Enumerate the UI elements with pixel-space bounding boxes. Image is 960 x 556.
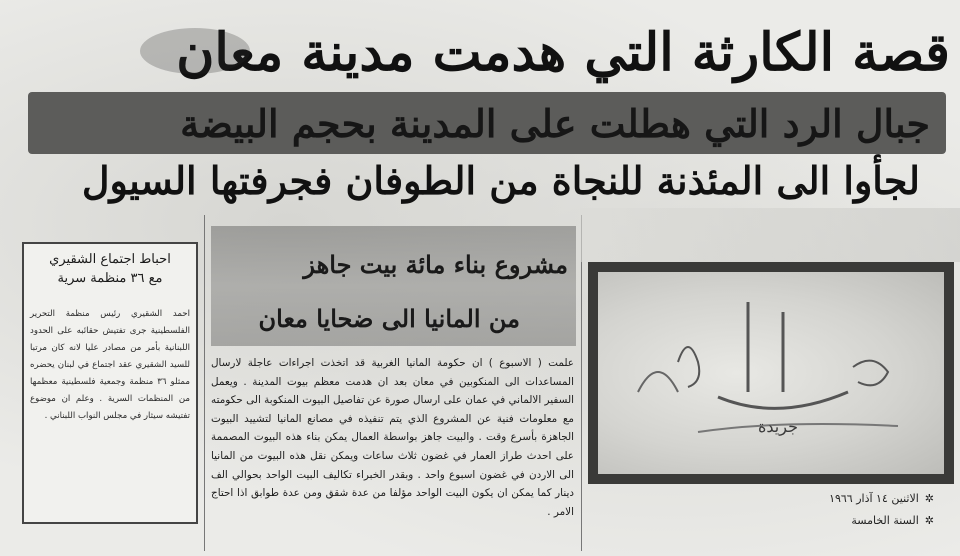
star-icon: ✲	[924, 514, 934, 527]
sidebar-title: احباط اجتماع الشقيري	[49, 252, 171, 267]
caption-year: السنة الخامسة	[851, 514, 919, 527]
calligraphy-graphic	[598, 272, 944, 474]
photo-image	[598, 272, 944, 474]
headline-main: قصة الكارثة التي هدمت مدينة معان	[176, 22, 950, 83]
ink-smudge	[140, 28, 250, 74]
stroke-f	[638, 372, 678, 392]
caption-date: الاثنين ١٤ آذار ١٩٦٦	[829, 492, 919, 505]
center-article	[205, 212, 580, 552]
article-body: علمت ( الاسبوع ) ان حكومة المانيا الغربية قد اتخذت اجراءات عاجلة لارسال المساعدات الى المنكوبين في معان بعد ان هدمت معظم بيوت المدينة . ويعمل السفير الالماني في عمان على ارسال صورة عن تفاصيل البيوت المنكوبة الى حكومته مع معلومات فنية عن المشروع الذي يتم تنفيذه في مصانع المانيا لتشييد البيوت الجاهزة بأسرع وقت . والبيت جاهز بواسطة العمال يمكن بناء هذه البيوت المصممة على احدث طراز العمار في غضون ثلاث ساعات ويمكن نقل هذه البيوت من المانيا الى الاردن في غضون اسبوع واحد . وبقدر الخبراء تكاليف البيت الواحد بحوالي الف دينار كما يمكن ان يكون البيت الواحد مؤلفا من عدة شقق ومن عدة طوابق اذا احتاج الامر .	[211, 357, 574, 518]
sidebar-article	[22, 242, 198, 524]
stroke-e	[853, 361, 888, 386]
star-icon: ✲	[924, 492, 934, 505]
column-rule-right	[581, 215, 582, 551]
stroke-g	[698, 424, 898, 432]
article-title-2: من المانيا الى ضحايا معان	[258, 304, 520, 333]
date-caption	[594, 488, 934, 532]
headline-sub-2: لجأوا الى المئذنة للنجاة من الطوفان فجرفتها السيول	[81, 158, 920, 203]
stroke-a	[678, 347, 699, 387]
article-title-1: مشروع بناء مائة بيت جاهز	[303, 250, 568, 279]
scan-shadow	[580, 208, 960, 262]
sidebar-body: احمد الشقيري رئيس منظمة التحرير الفلسطينية جرى تفتيش حقائبه على الحدود اللبنانية بأمر من مصادر عليا لانه كان مرتبا للسيد الشقيري عقد اجتماع في لبنان يحضره ممثلو ٣٦ منظمة وجمعية فلسطينية معظمها من المنظمات السرية . وعلم ان موضوع تفتيشه سيثار في مجلس النواب اللبناني .	[30, 309, 190, 421]
sidebar-subtitle: مع ٣٦ منظمة سرية	[57, 271, 163, 286]
headline-sub-1: جبال الرد التي هطلت على المدينة بحجم البيضة	[180, 101, 930, 146]
stroke-d	[718, 392, 848, 408]
photo-frame	[588, 262, 954, 484]
photo-script-text: جريدة	[758, 417, 798, 436]
